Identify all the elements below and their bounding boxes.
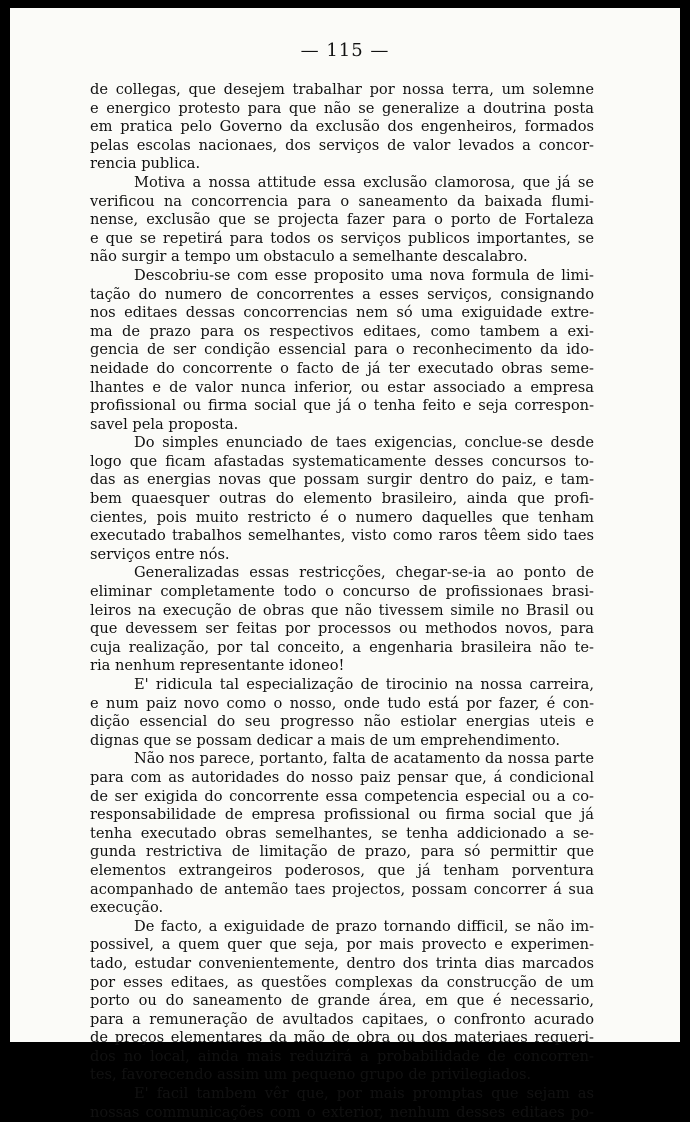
text-line: para com as autoridades do nosso paiz pensar que, á condicional xyxy=(90,768,594,786)
text-line: executado trabalhos semelhantes, visto como raros têem sido taes xyxy=(90,527,594,545)
text-line: porto ou do saneamento de grande área, em que é necessario, xyxy=(90,992,594,1010)
text-line: e que se repetirá para todos os serviços publicos importantes, se xyxy=(90,229,594,247)
text-line: de preços elementares da mão de obra ou dos materiaes requeri- xyxy=(90,1029,594,1047)
text-line: nossas communicações com o exterior, nenhum desses editaes po- xyxy=(90,1103,594,1121)
text-line: nense, exclusão que se projecta fazer para o porto de Fortaleza xyxy=(90,211,594,229)
text-line: E' facil tambem vêr que, por mais promptas que sejam as xyxy=(134,1085,594,1103)
body-text xyxy=(90,81,594,1122)
text-line: savel pela proposta. xyxy=(90,415,239,433)
paragraph xyxy=(90,564,594,676)
text-line: ma de prazo para os respectivos editaes, como tambem a exi- xyxy=(90,322,594,340)
text-line: das as energias novas que possam surgir dentro do paiz, e tam- xyxy=(90,471,594,489)
text-line: serviços entre nós. xyxy=(90,545,230,563)
text-line: logo que ficam afastadas systematicamente desses concursos to- xyxy=(90,452,594,470)
text-line: rencia publica. xyxy=(90,155,201,173)
text-line: gencia de ser condição essencial para o reconhecimento da ido- xyxy=(90,341,594,359)
text-line: e energico protesto para que não se generalize a doutrina posta xyxy=(90,99,594,117)
text-line: Motiva a nossa attitude essa exclusão clamorosa, que já se xyxy=(134,173,594,191)
text-line: elementos extrangeiros poderosos, que já tenham porventura xyxy=(90,861,594,879)
text-line: verificou na concorrencia para o saneamento da baixada flumi- xyxy=(90,192,594,210)
text-line: tenha executado obras semelhantes, se tenha addicionado a se- xyxy=(90,824,594,842)
text-line: responsabilidade de empresa profissional ou firma social que já xyxy=(90,806,594,824)
text-line: tação do numero de concorrentes a esses serviços, consignando xyxy=(90,285,594,303)
text-line: de collegas, que desejem trabalhar por nossa terra, um solemne xyxy=(90,81,594,98)
book-page xyxy=(10,8,680,1121)
text-line: Do simples enunciado de taes exigencias, conclue-se desde xyxy=(134,434,594,452)
paragraph xyxy=(90,750,594,917)
text-line: cientes, pois muito restricto é o numero daquelles que tenham xyxy=(90,508,594,526)
text-line: execução. xyxy=(90,899,164,917)
paragraph xyxy=(90,267,594,434)
text-line: ria nenhum representante idoneo! xyxy=(90,657,345,675)
paragraph xyxy=(90,174,594,267)
text-line: dos no local, ainda mais reduzirá a probabilidade de concorren- xyxy=(90,1047,594,1065)
text-line: E' ridicula tal especialização de tirocinio na nossa carreira, xyxy=(134,676,594,693)
text-line: neidade do concorrente o facto de já ter executado obras seme- xyxy=(90,359,594,377)
page-number: — 115 — xyxy=(300,40,390,61)
text-line: bem quaesquer outras do elemento brasileiro, ainda que profi- xyxy=(90,490,594,508)
text-line: acompanhado de antemão taes projectos, possam concorrer á sua xyxy=(90,880,594,898)
text-line: por esses editaes, as questões complexas da construcção de um xyxy=(90,973,594,991)
text-line: eliminar completamente todo o concurso de profissionaes brasi- xyxy=(90,583,594,601)
paragraph xyxy=(90,434,594,564)
text-line: pelas escolas nacionaes, dos serviços de valor levados a concor- xyxy=(90,136,594,154)
paragraph xyxy=(90,918,594,1085)
text-line: cuja realização, por tal conceito, a engenharia brasileira não te- xyxy=(90,638,594,656)
text-line: Não nos parece, portanto, falta de acatamento da nossa parte xyxy=(134,750,594,768)
paragraph xyxy=(90,1085,594,1122)
text-line: tes, favorecendo assim um pequeno grupo de privilegiados. xyxy=(90,1066,532,1084)
text-line: e num paiz novo como o nosso, onde tudo está por fazer, é con- xyxy=(90,694,594,712)
paragraph xyxy=(90,81,594,174)
text-line: em pratica pelo Governo da exclusão dos engenheiros, formados xyxy=(90,118,594,136)
text-line: profissional ou firma social que já o tenha feito e seja correspon- xyxy=(90,397,594,415)
text-line: leiros na execução de obras que não tivessem simile no Brasil ou xyxy=(90,601,594,619)
text-line: dição essencial do seu progresso não estiolar energias uteis e xyxy=(90,713,594,731)
text-line: que devessem ser feitas por processos ou methodos novos, para xyxy=(90,620,594,638)
text-line: nos editaes dessas concorrencias nem só uma exiguidade extre- xyxy=(90,304,594,322)
text-line: De facto, a exiguidade de prazo tornando difficil, se não im- xyxy=(134,917,594,935)
paragraph xyxy=(90,676,594,750)
text-line: tado, estudar convenientemente, dentro dos trinta dias marcados xyxy=(90,954,594,972)
text-line: não surgir a tempo um obstaculo a semelhante descalabro. xyxy=(90,248,528,266)
text-line: para a remuneração de avultados capitaes, o confronto acurado xyxy=(90,1010,594,1028)
text-line: Generalizadas essas restricções, chegar-se-ia ao ponto de xyxy=(134,564,594,582)
text-line: lhantes e de valor nunca inferior, ou estar associado a empresa xyxy=(90,378,594,396)
text-line: Descobriu-se com esse proposito uma nova formula de limi- xyxy=(134,266,594,284)
text-line: possivel, a quem quer que seja, por mais provecto e experimen- xyxy=(90,936,594,954)
text-line: gunda restrictiva de limitação de prazo, para só permittir que xyxy=(90,843,594,861)
text-line: de ser exigida do concorrente essa competencia especial ou a co- xyxy=(90,787,594,805)
text-line: dignas que se possam dedicar a mais de um emprehendimento. xyxy=(90,731,561,749)
